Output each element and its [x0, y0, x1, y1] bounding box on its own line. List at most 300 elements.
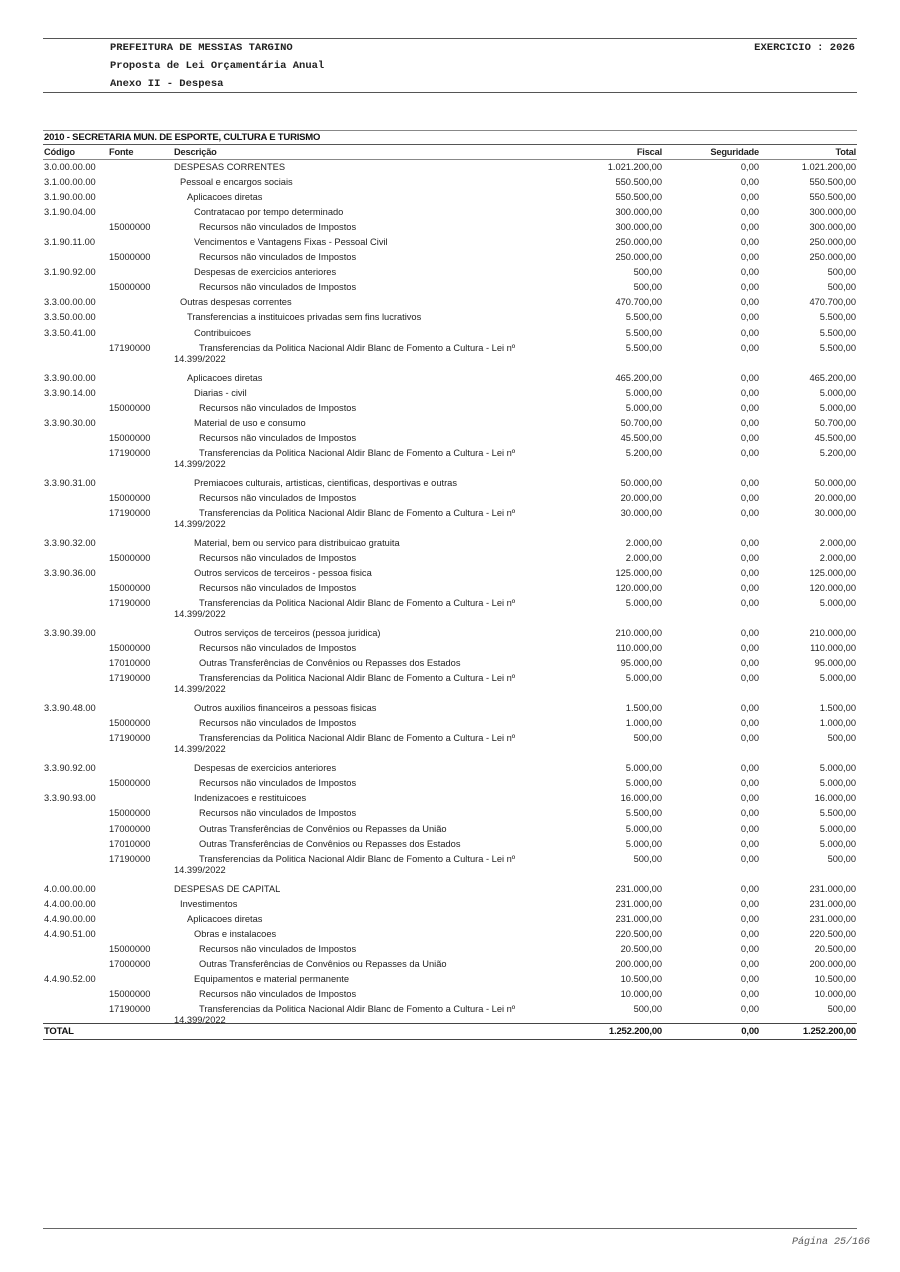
row-code: 3.3.90.31.00: [44, 477, 96, 488]
row-code: 3.3.00.00.00: [44, 297, 96, 308]
row-seguridade: 0,00: [740, 658, 759, 669]
row-description-line1: Outras Transferências de Convênios ou Repasses dos Estados: [199, 838, 461, 849]
row-total: 95.000,00: [814, 658, 856, 669]
row-fonte: 15000000: [109, 282, 151, 293]
row-total: 1.500,00: [819, 703, 856, 714]
row-fonte: 17190000: [109, 673, 151, 684]
row-description-line1: Obras e instalacoes: [194, 928, 277, 939]
row-total: 5.000,00: [819, 778, 856, 789]
row-description: [174, 912, 574, 927]
row-description-line1: Premiacoes culturais, artisticas, cientificas, desportivas e outras: [194, 477, 458, 488]
row-fiscal: 300.000,00: [615, 222, 662, 233]
row-description-line2: 14.399/2022: [174, 1014, 226, 1025]
table-row: [43, 731, 857, 761]
row-total: 5.000,00: [819, 402, 856, 413]
row-description: [174, 310, 574, 325]
row-description-line1: Contribuicoes: [194, 327, 251, 338]
row-code: 3.0.00.00.00: [44, 162, 96, 172]
table-row: [43, 972, 857, 987]
row-fonte: 17000000: [109, 823, 151, 834]
row-fiscal: 5.200,00: [625, 447, 662, 458]
row-description-line1: Transferencias da Politica Nacional Aldir Blanc de Fomento a Cultura - Lei nº: [199, 598, 516, 609]
row-description-line1: Recursos não vinculados de Impostos: [199, 643, 357, 654]
row-seguridade: 0,00: [740, 898, 759, 909]
header-org: PREFEITURA DE MESSIAS TARGINO: [110, 42, 293, 54]
row-fiscal: 16.000,00: [620, 793, 662, 804]
row-total: 5.000,00: [819, 823, 856, 834]
row-code: 3.3.90.36.00: [44, 567, 96, 578]
table-row: [43, 791, 857, 806]
table-row: [43, 250, 857, 265]
row-total: 250.000,00: [809, 252, 856, 263]
row-fiscal: 550.500,00: [615, 192, 662, 203]
table-row: [43, 882, 857, 897]
row-fiscal: 120.000,00: [615, 583, 662, 594]
table-row: [43, 942, 857, 957]
row-fonte: 17190000: [109, 733, 151, 744]
row-total: 500,00: [827, 853, 856, 864]
row-total: 231.000,00: [809, 883, 856, 894]
row-fiscal: 10.500,00: [620, 973, 662, 984]
row-total: 5.000,00: [819, 673, 856, 684]
row-seguridade: 0,00: [740, 237, 759, 248]
row-fiscal: 5.000,00: [625, 838, 662, 849]
row-description-line1: Aplicacoes diretas: [187, 372, 263, 383]
row-description-line1: Indenizacoes e restituicoes: [194, 793, 307, 804]
row-total: 250.000,00: [809, 237, 856, 248]
row-description: [174, 280, 574, 295]
table-row: [43, 235, 857, 250]
row-seguridade: 0,00: [740, 252, 759, 263]
row-fonte: 17190000: [109, 447, 151, 458]
row-seguridade: 0,00: [740, 973, 759, 984]
row-total: 45.500,00: [814, 432, 856, 443]
row-description-line1: Outras Transferências de Convênios ou Repasses dos Estados: [199, 658, 461, 669]
row-seguridade: 0,00: [740, 853, 759, 864]
row-description: [174, 671, 574, 695]
row-total: 500,00: [827, 1003, 856, 1014]
row-description-line1: Diarias - civil: [194, 387, 247, 398]
row-description-line1: Recursos não vinculados de Impostos: [199, 718, 357, 729]
row-code: 4.4.90.52.00: [44, 973, 96, 984]
row-fiscal: 5.500,00: [625, 312, 662, 323]
row-description: [174, 822, 574, 837]
table-row: [43, 295, 857, 310]
row-fiscal: 465.200,00: [615, 372, 662, 383]
row-fonte: 17010000: [109, 658, 151, 669]
row-seguridade: 0,00: [740, 958, 759, 969]
row-fiscal: 2.000,00: [625, 552, 662, 563]
row-total: 231.000,00: [809, 898, 856, 909]
row-fiscal: 5.000,00: [625, 823, 662, 834]
row-seguridade: 0,00: [740, 598, 759, 609]
row-fiscal: 550.500,00: [615, 177, 662, 188]
row-description: [174, 205, 574, 220]
row-code: 4.4.00.00.00: [44, 898, 96, 909]
row-seguridade: 0,00: [740, 267, 759, 278]
row-fiscal: 50.000,00: [620, 477, 662, 488]
row-seguridade: 0,00: [740, 628, 759, 639]
row-total: 5.500,00: [819, 327, 856, 338]
row-fiscal: 20.500,00: [620, 943, 662, 954]
row-description: [174, 416, 574, 431]
row-seguridade: 0,00: [740, 883, 759, 894]
row-seguridade: 0,00: [740, 733, 759, 744]
row-fonte: 15000000: [109, 252, 151, 263]
row-total: 10.000,00: [814, 988, 856, 999]
row-description-line1: Despesas de exercicios anteriores: [194, 267, 337, 278]
row-total: 550.500,00: [809, 177, 856, 188]
row-description: [174, 566, 574, 581]
row-seguridade: 0,00: [740, 823, 759, 834]
table-row: [43, 160, 857, 175]
row-description-line1: Transferencias da Politica Nacional Aldir Blanc de Fomento a Cultura - Lei nº: [199, 673, 516, 684]
table-row: [43, 371, 857, 386]
row-fiscal: 5.000,00: [625, 402, 662, 413]
row-fonte: 17190000: [109, 1003, 151, 1014]
row-description: [174, 476, 574, 491]
row-fiscal: 5.000,00: [625, 673, 662, 684]
row-description: [174, 656, 574, 671]
row-description-line1: Outras Transferências de Convênios ou Repasses da União: [199, 823, 447, 834]
total-seguridade: 0,00: [741, 1026, 759, 1037]
row-fiscal: 10.000,00: [620, 988, 662, 999]
row-fiscal: 95.000,00: [620, 658, 662, 669]
row-description-line1: Despesas de exercicios anteriores: [194, 763, 337, 774]
row-seguridade: 0,00: [740, 282, 759, 293]
row-description: [174, 491, 574, 506]
row-total: 210.000,00: [809, 628, 856, 639]
row-description-line1: Vencimentos e Vantagens Fixas - Pessoal Civil: [194, 237, 388, 248]
table-header: [43, 144, 857, 160]
row-fiscal: 200.000,00: [615, 958, 662, 969]
row-fiscal: 250.000,00: [615, 252, 662, 263]
row-fiscal: 20.000,00: [620, 492, 662, 503]
row-fonte: 17190000: [109, 598, 151, 609]
row-fonte: 15000000: [109, 432, 151, 443]
row-seguridade: 0,00: [740, 177, 759, 188]
row-description-line1: Recursos não vinculados de Impostos: [199, 943, 357, 954]
row-code: 3.1.00.00.00: [44, 177, 96, 188]
row-fiscal: 110.000,00: [616, 643, 662, 654]
row-total: 5.000,00: [819, 598, 856, 609]
table-row: [43, 476, 857, 491]
row-fiscal: 500,00: [633, 267, 662, 278]
row-total: 30.000,00: [814, 507, 856, 518]
row-description: [174, 791, 574, 806]
row-total: 500,00: [827, 733, 856, 744]
row-fonte: 15000000: [109, 988, 151, 999]
row-description-line1: Recursos não vinculados de Impostos: [199, 432, 357, 443]
row-seguridade: 0,00: [740, 913, 759, 924]
row-description-line2: 14.399/2022: [174, 684, 226, 695]
row-description: [174, 626, 574, 641]
row-total: 1.000,00: [819, 718, 856, 729]
table-row: [43, 326, 857, 341]
row-total: 200.000,00: [809, 958, 856, 969]
row-description: [174, 250, 574, 265]
row-fonte: 15000000: [109, 222, 151, 233]
row-description: [174, 220, 574, 235]
row-description-line1: Equipamentos e material permanente: [194, 973, 350, 984]
row-fiscal: 1.000,00: [625, 718, 662, 729]
row-description: [174, 957, 574, 972]
row-seguridade: 0,00: [740, 537, 759, 548]
row-fonte: 15000000: [109, 808, 151, 819]
table-row: [43, 912, 857, 927]
row-code: 3.3.90.93.00: [44, 793, 96, 804]
row-fiscal: 2.000,00: [625, 537, 662, 548]
row-description: [174, 551, 574, 566]
table-row: [43, 536, 857, 551]
row-description: [174, 927, 574, 942]
table-row: [43, 581, 857, 596]
row-description: [174, 160, 574, 175]
row-description: [174, 641, 574, 656]
row-total: 5.500,00: [819, 808, 856, 819]
row-total: 5.000,00: [819, 387, 856, 398]
row-seguridade: 0,00: [740, 778, 759, 789]
row-description: [174, 295, 574, 310]
row-fonte: 17010000: [109, 838, 151, 849]
row-fiscal: 250.000,00: [615, 237, 662, 248]
row-description-line1: Transferencias da Politica Nacional Aldir Blanc de Fomento a Cultura - Lei nº: [199, 447, 516, 458]
row-description: [174, 731, 574, 755]
row-seguridade: 0,00: [740, 387, 759, 398]
header-title: Proposta de Lei Orçamentária Anual: [110, 60, 325, 72]
row-seguridade: 0,00: [740, 432, 759, 443]
row-seguridade: 0,00: [740, 928, 759, 939]
header-exercise: EXERCICIO : 2026: [754, 42, 855, 54]
row-seguridade: 0,00: [740, 207, 759, 218]
row-description: [174, 761, 574, 776]
row-fiscal: 1.500,00: [625, 703, 662, 714]
total-label: TOTAL: [44, 1026, 74, 1037]
row-total: 231.000,00: [809, 913, 856, 924]
row-code: 3.1.90.00.00: [44, 192, 96, 203]
table-row: [43, 837, 857, 852]
expense-table: [43, 144, 857, 1032]
table-row: [43, 220, 857, 235]
row-total: 5.200,00: [819, 447, 856, 458]
row-fiscal: 210.000,00: [615, 628, 662, 639]
col-code-header: Código: [44, 147, 75, 157]
row-total: 120.000,00: [809, 583, 856, 594]
row-seguridade: 0,00: [740, 838, 759, 849]
table-row: [43, 656, 857, 671]
row-fiscal: 5.000,00: [625, 387, 662, 398]
row-description-line1: Aplicacoes diretas: [187, 913, 263, 924]
row-seguridade: 0,00: [740, 477, 759, 488]
table-row: [43, 716, 857, 731]
table-row: [43, 416, 857, 431]
row-seguridade: 0,00: [740, 808, 759, 819]
row-seguridade: 0,00: [740, 447, 759, 458]
row-description-line1: Outros serviços de terceiros (pessoa juridica): [194, 628, 381, 639]
row-description-line1: Recursos não vinculados de Impostos: [199, 402, 357, 413]
row-description-line2: 14.399/2022: [174, 518, 226, 529]
row-description: [174, 852, 574, 875]
row-fonte: 15000000: [109, 718, 151, 729]
table-row: [43, 701, 857, 716]
table-row: [43, 386, 857, 401]
row-description-line1: Pessoal e encargos sociais: [180, 177, 293, 188]
table-row: [43, 310, 857, 325]
row-fiscal: 500,00: [633, 282, 662, 293]
row-code: 3.1.90.92.00: [44, 267, 96, 278]
row-description: [174, 806, 574, 821]
row-code: 3.3.90.30.00: [44, 417, 96, 428]
row-description: [174, 701, 574, 716]
row-total: 20.000,00: [814, 492, 856, 503]
row-description: [174, 265, 574, 280]
row-description-line1: Investimentos: [180, 898, 238, 909]
row-description-line1: Outras Transferências de Convênios ou Repasses da União: [199, 958, 447, 969]
col-desc-header: Descrição: [174, 147, 217, 157]
row-fiscal: 125.000,00: [615, 567, 662, 578]
row-description: [174, 386, 574, 401]
row-seguridade: 0,00: [740, 988, 759, 999]
row-total: 50.700,00: [814, 417, 856, 428]
row-seguridade: 0,00: [740, 312, 759, 323]
row-description-line1: Recursos não vinculados de Impostos: [199, 252, 357, 263]
col-fonte-header: Fonte: [109, 147, 134, 157]
row-seguridade: 0,00: [740, 703, 759, 714]
row-fiscal: 5.000,00: [625, 598, 662, 609]
table-row: [43, 506, 857, 536]
row-seguridade: 0,00: [740, 718, 759, 729]
total-total: 1.252.200,00: [802, 1026, 856, 1037]
row-seguridade: 0,00: [740, 342, 759, 353]
row-seguridade: 0,00: [740, 943, 759, 954]
table-row: [43, 341, 857, 371]
row-total: 300.000,00: [809, 222, 856, 233]
table-row: [43, 491, 857, 506]
row-fiscal: 231.000,00: [615, 913, 662, 924]
table-row: [43, 987, 857, 1002]
table-row: [43, 566, 857, 581]
row-fiscal: 500,00: [633, 733, 662, 744]
table-row: [43, 175, 857, 190]
table-row: [43, 927, 857, 942]
row-description: [174, 596, 574, 620]
row-description-line1: Transferencias da Politica Nacional Aldir Blanc de Fomento a Cultura - Lei nº: [199, 342, 516, 353]
row-total: 125.000,00: [809, 567, 856, 578]
row-description: [174, 776, 574, 791]
table-row: [43, 551, 857, 566]
table-row: [43, 401, 857, 416]
row-total: 2.000,00: [819, 537, 856, 548]
row-description-line1: Recursos não vinculados de Impostos: [199, 808, 357, 819]
row-total: 550.500,00: [809, 192, 856, 203]
row-description-line1: Recursos não vinculados de Impostos: [199, 492, 357, 503]
table-row: [43, 205, 857, 220]
row-description: [174, 341, 574, 364]
row-code: 4.0.00.00.00: [44, 883, 96, 894]
row-seguridade: 0,00: [740, 327, 759, 338]
row-description: [174, 581, 574, 596]
row-fiscal: 5.500,00: [625, 808, 662, 819]
row-description: [174, 716, 574, 731]
row-total: 300.000,00: [809, 207, 856, 218]
row-seguridade: 0,00: [740, 552, 759, 563]
row-description: [174, 536, 574, 551]
row-fonte: 15000000: [109, 402, 151, 413]
row-description: [174, 942, 574, 957]
row-description-line1: Transferencias da Politica Nacional Aldir Blanc de Fomento a Cultura - Lei nº: [199, 1003, 516, 1014]
total-row: [43, 1023, 857, 1040]
row-fiscal: 500,00: [633, 1003, 662, 1014]
table-row: [43, 431, 857, 446]
table-row: [43, 280, 857, 295]
row-description: [174, 190, 574, 205]
row-total: 16.000,00: [814, 793, 856, 804]
row-total: 500,00: [827, 267, 856, 278]
row-seguridade: 0,00: [740, 162, 759, 172]
row-description: [174, 987, 574, 1002]
row-fiscal: 500,00: [633, 853, 662, 864]
row-total: 500,00: [827, 282, 856, 293]
row-seguridade: 0,00: [740, 372, 759, 383]
table-row: [43, 641, 857, 656]
row-description-line2: 14.399/2022: [174, 609, 226, 620]
row-description: [174, 972, 574, 987]
row-total: 50.000,00: [814, 477, 856, 488]
row-seguridade: 0,00: [740, 643, 759, 654]
row-description-line1: Outras despesas correntes: [180, 297, 292, 308]
row-description-line1: Recursos não vinculados de Impostos: [199, 778, 357, 789]
row-seguridade: 0,00: [740, 763, 759, 774]
row-seguridade: 0,00: [740, 297, 759, 308]
row-code: 3.1.90.11.00: [44, 237, 96, 248]
row-total: 5.000,00: [819, 763, 856, 774]
row-code: 3.3.90.39.00: [44, 628, 96, 639]
row-fonte: 15000000: [109, 492, 151, 503]
row-total: 2.000,00: [819, 552, 856, 563]
row-description-line1: Transferencias da Politica Nacional Aldir Blanc de Fomento a Cultura - Lei nº: [199, 853, 516, 864]
row-description: [174, 897, 574, 912]
row-description-line2: 14.399/2022: [174, 744, 226, 755]
row-description-line1: Recursos não vinculados de Impostos: [199, 282, 357, 293]
row-fonte: 15000000: [109, 778, 151, 789]
row-fiscal: 5.000,00: [625, 778, 662, 789]
table-row: [43, 957, 857, 972]
row-code: 3.1.90.04.00: [44, 207, 96, 218]
row-description: [174, 431, 574, 446]
row-description-line1: Outros servicos de terceiros - pessoa fisica: [194, 567, 372, 578]
row-description-line1: Recursos não vinculados de Impostos: [199, 552, 357, 563]
table-row: [43, 897, 857, 912]
row-description-line1: Recursos não vinculados de Impostos: [199, 988, 357, 999]
row-fonte: 15000000: [109, 943, 151, 954]
row-total: 5.500,00: [819, 342, 856, 353]
table-body: [43, 160, 857, 1032]
row-description: [174, 401, 574, 416]
row-total: 1.021.200,00: [801, 162, 856, 172]
row-total: 10.500,00: [814, 973, 856, 984]
row-fiscal: 5.000,00: [625, 763, 662, 774]
row-seguridade: 0,00: [740, 417, 759, 428]
row-description-line1: DESPESAS CORRENTES: [174, 162, 286, 172]
row-fonte: 17190000: [109, 507, 151, 518]
row-description: [174, 175, 574, 190]
row-description-line1: Recursos não vinculados de Impostos: [199, 583, 357, 594]
row-description-line1: Contratacao por tempo determinado: [194, 207, 344, 218]
row-seguridade: 0,00: [740, 567, 759, 578]
row-fiscal: 45.500,00: [620, 432, 662, 443]
row-total: 470.700,00: [809, 297, 856, 308]
row-code: 3.3.90.48.00: [44, 703, 96, 714]
